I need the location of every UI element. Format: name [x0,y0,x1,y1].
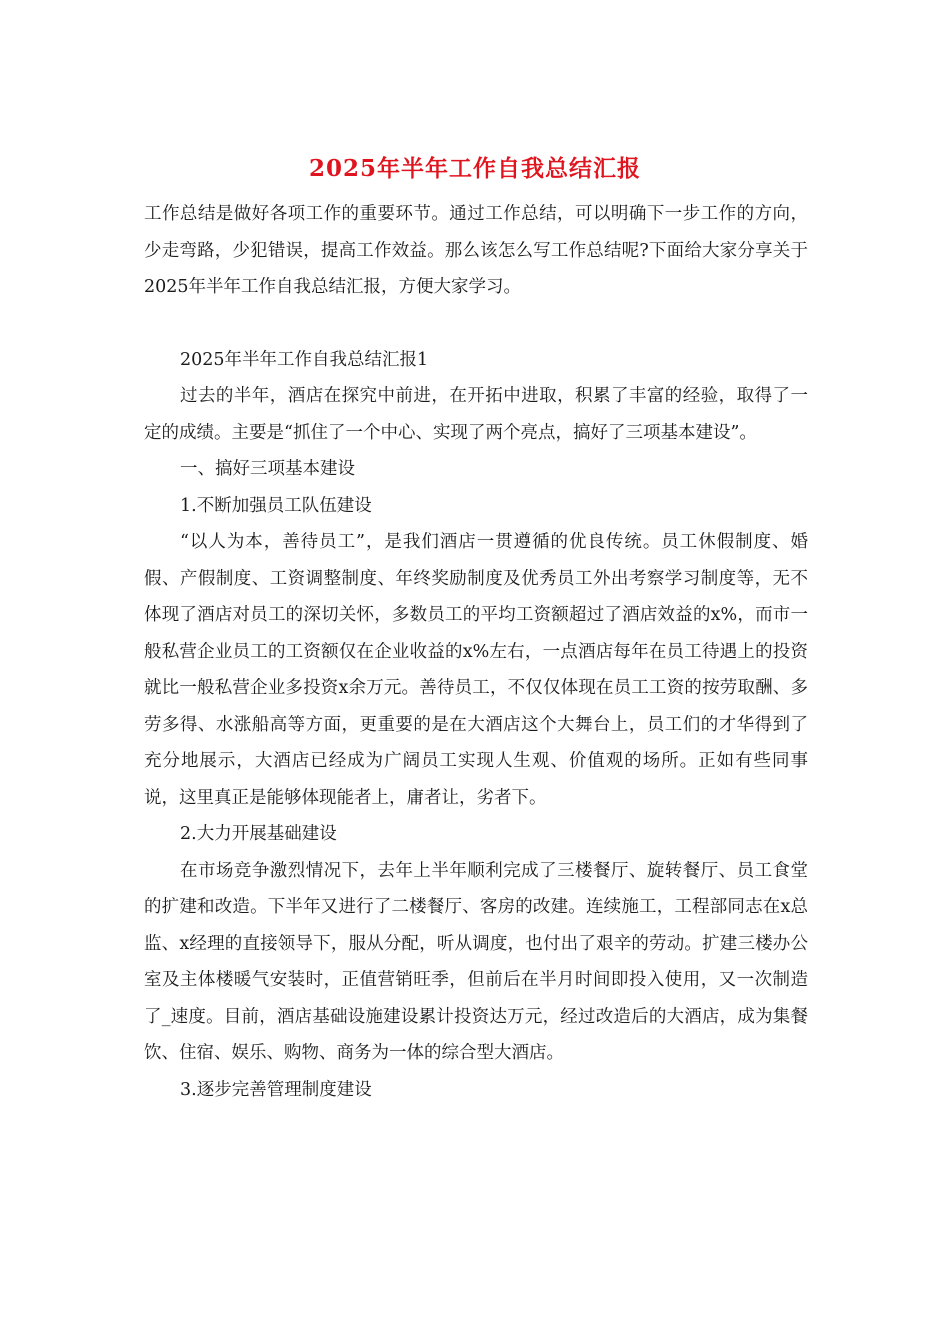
subheading: 2.大力开展基础建设 [180,824,337,844]
paragraph: 在市场竞争激烈情况下，去年上半年顺利完成了三楼餐厅、旋转餐厅、员工食堂的扩建和改造。下半年又进行了二楼餐厅、客房的改建。连续施工，工程部同志在x总监、x经理的直接领导下，服从分配，听从调度，也付出了艰辛的劳动。扩建三楼办公室及主体楼暖气安装时，正值营销旺季，但前后在半月时间即投入使用，又一次制造了_速度。目前，酒店基础设施建设累计投资达万元，经过改造后的大酒店，成为集餐饮、住宿、娱乐、购物、商务为一体的综合型大酒店。 [144,860,808,1063]
subheading: 1.不断加强员工队伍建设 [180,495,372,516]
intro-paragraph: 工作总结是做好各项工作的重要环节。通过工作总结，可以明确下一步工作的方向，少走弯路，少犯错误，提高工作效益。那么该怎么写工作总结呢?下面给大家分享关于2025年半年工作自我总结汇报，方便大家学习。 [144,204,808,297]
heading: 一、搞好三项基本建设 [180,459,355,479]
paragraph: “以人为本，善待员工”，是我们酒店一贯遵循的优良传统。员工休假制度、婚假、产假制度、工资调整制度、年终奖励制度及优秀员工外出考察学习制度等，无不体现了酒店对员工的深切关怀，多数员工的平均工资额超过了酒店效益的x%，而市一般私营企业员工的工资额仅在企业收益的x%左右，一点酒店每年在员工待遇上的投资就比一般私营企业多投资x余万元。善待员工，不仅仅体现在员工工资的按劳取酬、多劳多得、水涨船高等方面，更重要的是在大酒店这个大舞台上，员工们的才华得到了充分地展示，大酒店已经成为广阔员工实现人生观、价值观的场所。正如有些同事说，这里真正是能够体现能者上，庸者让，劣者下。 [144,532,808,808]
section-title: 2025年半年工作自我总结汇报1 [180,349,429,370]
document-body [144,196,808,1108]
document-title: 2025年半年工作自我总结汇报 [308,155,641,182]
subheading: 3.逐步完善管理制度建设 [180,1079,372,1100]
paragraph: 过去的半年，酒店在探究中前进，在开拓中进取，积累了丰富的经验，取得了一定的成绩。主要是“抓住了一个中心、实现了两个亮点，搞好了三项基本建设”。 [144,386,808,443]
